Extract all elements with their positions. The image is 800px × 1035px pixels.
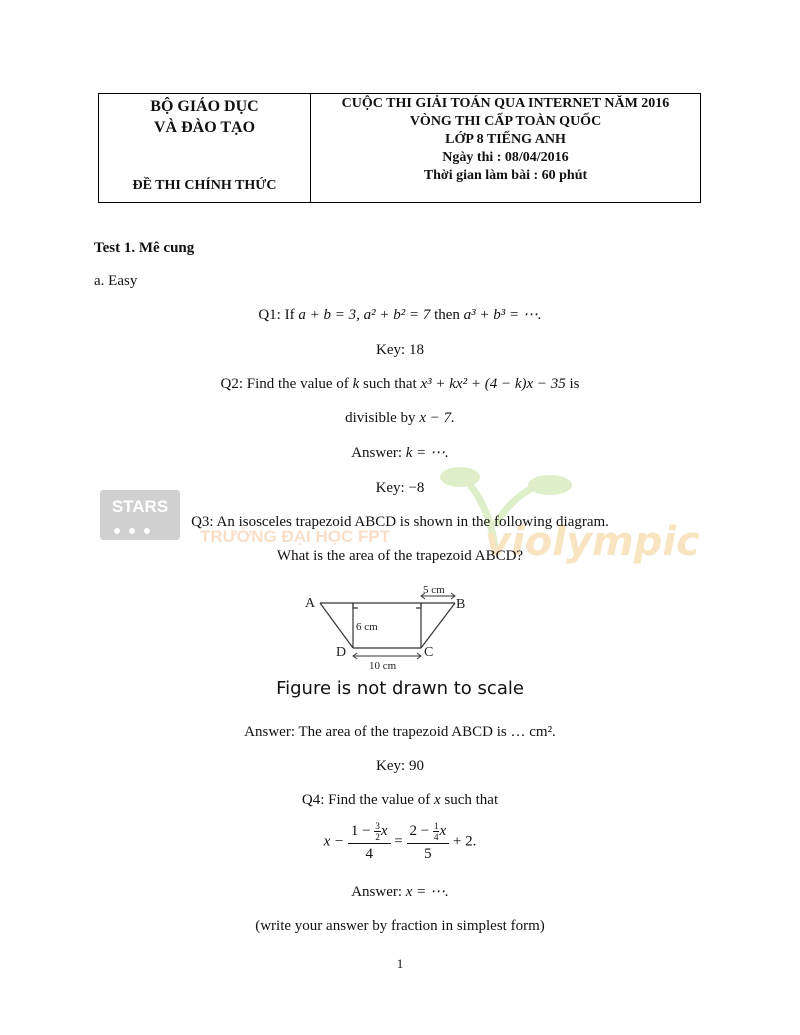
official-exam-label: ĐỀ THI CHÍNH THỨC: [132, 178, 277, 193]
watermark-school: TRƯỜNG ĐẠI HỌC FPT: [200, 527, 391, 546]
eq-lhs: x −: [323, 833, 345, 850]
q2-suffix: is: [565, 376, 580, 392]
eq-f2-x: x: [439, 823, 447, 839]
watermark-brand: violympic: [485, 519, 700, 565]
label-bottom: 10 cm: [369, 660, 397, 672]
q1-prefix: Q1: If: [258, 307, 299, 323]
ministry-cell: [99, 94, 311, 202]
eq-equals: =: [394, 833, 403, 850]
q2-polynomial: x³ + kx² + (4 − k)x − 35: [420, 376, 566, 392]
figure-caption: Figure is not drawn to scale: [276, 678, 524, 699]
a4-math: x = ⋯.: [405, 884, 449, 900]
label-top-segment: 5 cm: [423, 584, 445, 596]
answer-4: [0, 882, 800, 902]
q1-mid: then: [430, 307, 464, 323]
q2-prefix: Q2: Find the value of: [220, 376, 353, 392]
eq-rhs-tail: + 2.: [452, 833, 477, 850]
answer-2: [0, 443, 800, 463]
eq-f1-x: x: [380, 823, 388, 839]
key-3: Key: 90: [376, 758, 424, 774]
a4-prefix: Answer:: [351, 884, 406, 900]
page-number: 1: [396, 956, 404, 971]
eq-f2-inner-num: 1: [433, 821, 439, 832]
exam-header-table: [98, 93, 701, 203]
eq-f1-inner-num: 3: [375, 821, 380, 832]
eq-fraction-2: [407, 820, 450, 864]
watermark-stars: STARS: [111, 497, 169, 516]
label-height: 6 cm: [356, 621, 378, 633]
a2-math: k = ⋯.: [405, 445, 449, 461]
trapezoid-figure: [295, 580, 480, 672]
contest-round: VÒNG THI CẤP TOÀN QUỐC: [409, 114, 602, 129]
ministry-name-line1: BỘ GIÁO DỤC: [150, 98, 259, 115]
eq-f1-inner-den: 2: [375, 832, 380, 843]
eq-fraction-1: [348, 820, 391, 864]
question-2-line-2: [0, 408, 800, 428]
question-3-line-1: Q3: An isosceles trapezoid ABCD is shown in the following diagram.: [191, 514, 609, 530]
trapezoid-side-cb: [421, 603, 455, 648]
vertex-d: D: [336, 645, 347, 660]
ministry-name-line2: VÀ ĐÀO TẠO: [153, 119, 256, 136]
exam-duration: Thời gian làm bài : 60 phút: [423, 168, 588, 183]
question-1: [0, 305, 800, 325]
eq-f1-num-a: 1 −: [350, 823, 371, 839]
vertex-c: C: [424, 645, 434, 660]
right-angle-mark-left: [353, 603, 358, 608]
question-4: [0, 790, 800, 810]
answer-3: Answer: The area of the trapezoid ABCD is … cm².: [244, 724, 556, 740]
q2-divisor: x − 7.: [419, 410, 455, 426]
q1-target: a³ + b³ = ⋯.: [463, 307, 542, 323]
question-2-line-1: [0, 374, 800, 394]
trapezoid-side-ad: [320, 603, 353, 648]
right-angle-mark-right: [416, 603, 421, 608]
contest-title: CUỘC THI GIẢI TOÁN QUA INTERNET NĂM 2016: [341, 96, 670, 111]
vertex-a: A: [305, 596, 316, 611]
q2-k: k: [352, 376, 360, 392]
q4-prefix: Q4: Find the value of: [301, 792, 434, 808]
q1-condition: a + b = 3, a² + b² = 7: [298, 307, 431, 323]
answer-4-note: (write your answer by fraction in simplest form): [255, 918, 545, 934]
q4-var: x: [433, 792, 441, 808]
eq-f2-den: 5: [424, 846, 432, 863]
a2-prefix: Answer:: [351, 445, 406, 461]
difficulty-level: a. Easy: [94, 273, 138, 289]
q4-suffix: such that: [440, 792, 499, 808]
q4-equation: [0, 820, 800, 864]
exam-date: Ngày thi : 08/04/2016: [442, 150, 569, 165]
q2-line2-prefix: divisible by: [345, 410, 420, 426]
contest-info-cell: [311, 94, 700, 202]
key-1: Key: 18: [376, 342, 424, 358]
eq-f2-num-a: 2 −: [409, 823, 430, 839]
q2-mid: such that: [359, 376, 421, 392]
eq-f2-inner-den: 4: [433, 832, 439, 843]
contest-grade: LỚP 8 TIẾNG ANH: [445, 132, 566, 147]
section-title: Test 1. Mê cung: [94, 240, 195, 256]
question-3-line-2: What is the area of the trapezoid ABCD?: [276, 548, 524, 564]
vertex-b: B: [456, 597, 466, 612]
key-2: Key: −8: [375, 480, 425, 496]
eq-f1-den: 4: [365, 846, 373, 863]
